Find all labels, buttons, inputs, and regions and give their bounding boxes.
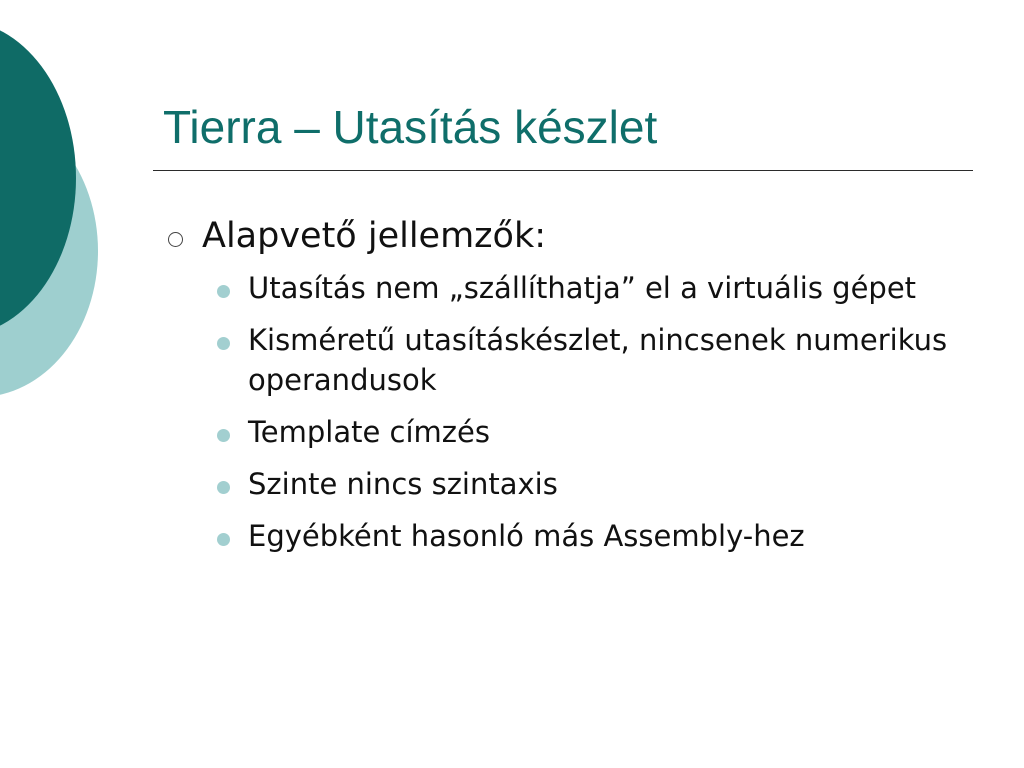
bullet-level1 xyxy=(160,210,980,262)
sub-bullet-text: Egyébként hasonló más Assembly-hez xyxy=(248,519,805,553)
sub-bullet-text: Template címzés xyxy=(248,415,490,449)
dot-bullet-icon xyxy=(217,481,230,494)
dot-bullet-icon xyxy=(217,533,230,546)
dot-bullet-icon xyxy=(217,285,230,298)
sub-bullet-text: Utasítás nem „szállíthatja” el a virtuális gépet xyxy=(248,271,917,305)
sub-bullet-item xyxy=(160,320,980,400)
dot-bullet-icon xyxy=(217,337,230,350)
ring-bullet-icon xyxy=(168,232,183,247)
sub-bullet-list xyxy=(160,268,980,556)
sub-bullet-item xyxy=(160,268,980,308)
bullet-level1-text: Alapvető jellemzők: xyxy=(202,216,547,256)
sub-bullet-item xyxy=(160,516,980,556)
slide-title: Tierra – Utasítás készlet xyxy=(163,101,658,153)
sub-bullet-text: Kisméretű utasításkészlet, nincsenek numerikus operandusok xyxy=(248,323,948,397)
slide-content xyxy=(160,210,980,568)
sub-bullet-item xyxy=(160,464,980,504)
title-divider xyxy=(153,170,973,171)
sub-bullet-text: Szinte nincs szintaxis xyxy=(248,467,558,501)
dot-bullet-icon xyxy=(217,429,230,442)
sub-bullet-item xyxy=(160,412,980,452)
